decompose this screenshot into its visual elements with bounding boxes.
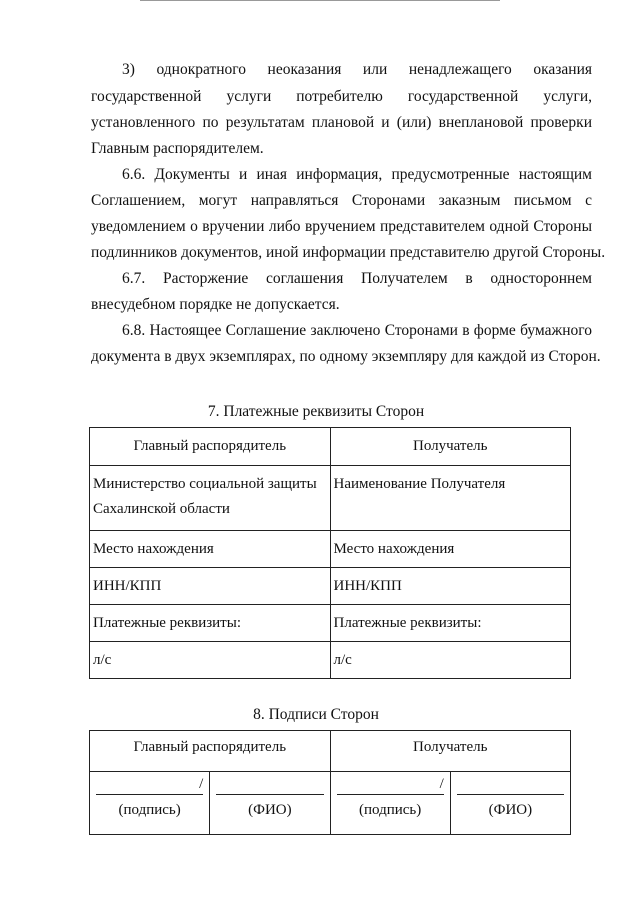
scan-edge-line xyxy=(140,0,500,1)
signature-line xyxy=(96,794,203,795)
inn-kpp-cell-left: ИНН/КПП xyxy=(90,568,331,605)
slash-separator: / xyxy=(439,776,444,792)
signature-line xyxy=(337,794,444,795)
p3-line-2: внесудебном порядке не допускается. xyxy=(91,296,340,313)
header-main-administrator: Главный распорядитель xyxy=(90,428,331,466)
payment-details-table xyxy=(89,427,571,679)
signature-label: (подпись) xyxy=(358,802,422,818)
p1-line-1: 3) однократного неоказания или ненадлежащего оказания xyxy=(122,61,592,78)
location-cell-right: Место нахождения xyxy=(330,531,571,568)
signature-cell-2 xyxy=(330,772,450,835)
recipient-name-cell: Наименование Получателя xyxy=(330,466,571,531)
name-label: (ФИО) xyxy=(488,802,533,818)
p1-line-3: установленного по результатам плановой и (или) внеплановой проверки xyxy=(91,114,592,131)
signature-label: (подпись) xyxy=(118,802,181,818)
section7-title: 7. Платежные реквизиты Сторон xyxy=(207,403,425,420)
p4-line-2: документа в двух экземплярах, по одному экземпляру для каждой из Сторон. xyxy=(91,348,601,365)
name-line xyxy=(216,794,323,795)
account-cell-left: л/с xyxy=(90,642,331,679)
name-cell-1 xyxy=(210,772,330,835)
ministry-name-cell: Министерство социальной защиты Сахалинской области xyxy=(90,466,331,531)
slash-separator: / xyxy=(199,776,204,792)
p2-line-3: уведомлением о вручении либо вручением представителем одной Стороны xyxy=(91,218,592,235)
account-cell-right: л/с xyxy=(330,642,571,679)
location-cell-left: Место нахождения xyxy=(90,531,331,568)
sig-header-recipient: Получатель xyxy=(330,731,571,772)
p1-line-4: Главным распорядителем. xyxy=(91,140,264,157)
p1-line-2: государственной услуги потребителю государственной услуги, xyxy=(91,88,592,105)
p2-line-2: Соглашением, могут направляться Сторонами заказным письмом с xyxy=(91,192,592,209)
name-line xyxy=(457,794,564,795)
header-recipient: Получатель xyxy=(330,428,571,466)
payment-details-cell-right: Платежные реквизиты: xyxy=(330,605,571,642)
signature-cell-1 xyxy=(90,772,210,835)
p4-line-1: 6.8. Настоящее Соглашение заключено Сторонами в форме бумажного xyxy=(122,322,592,339)
inn-kpp-cell-right: ИНН/КПП xyxy=(330,568,571,605)
p3-line-1: 6.7. Расторжение соглашения Получателем в одностороннем xyxy=(122,270,592,287)
p2-line-4: подлинников документов, иной информации представителю другой Стороны. xyxy=(91,244,606,261)
section8-title: 8. Подписи Сторон xyxy=(253,706,379,723)
name-cell-2 xyxy=(450,772,570,835)
payment-details-cell-left: Платежные реквизиты: xyxy=(90,605,331,642)
sig-header-main-administrator: Главный распорядитель xyxy=(90,731,331,772)
signatures-table xyxy=(89,730,571,835)
p2-line-1: 6.6. Документы и иная информация, предусмотренные настоящим xyxy=(122,166,592,183)
name-label: (ФИО) xyxy=(248,802,292,818)
